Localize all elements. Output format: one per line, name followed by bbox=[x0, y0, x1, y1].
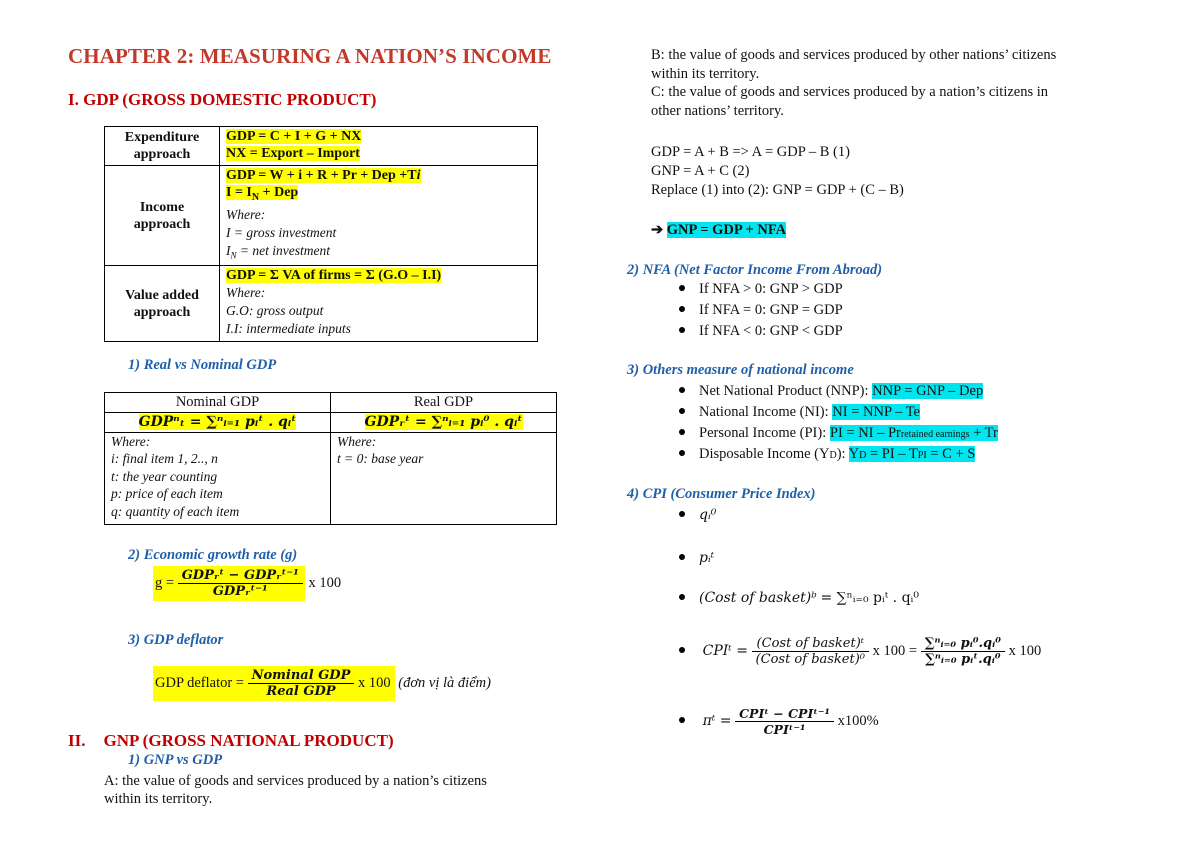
section-1-title: I. GDP (GROSS DOMESTIC PRODUCT) bbox=[68, 90, 377, 109]
deflator-title: 3) GDP deflator bbox=[128, 632, 224, 648]
bullet-icon bbox=[679, 429, 685, 435]
cpi-title: 4) CPI (Consumer Price Index) bbox=[627, 486, 816, 502]
bullet-icon bbox=[679, 554, 685, 560]
income-label: Income approach bbox=[105, 166, 220, 266]
list-item: πᵗ = $\frac{\text{CPIᵗ − CPIᵗ⁻¹}}{\text{CPIᵗ⁻¹}}$ x100% bbox=[679, 706, 879, 737]
value-added-label: Value added approach bbox=[105, 266, 220, 342]
expenditure-formula: GDP = C + I + G + NX NX = Export – Import bbox=[220, 127, 538, 166]
list-item: If NFA = 0: GNP = GDP bbox=[679, 302, 843, 319]
list-item: If NFA > 0: GNP > GDP bbox=[679, 281, 843, 298]
bullet-icon bbox=[679, 647, 685, 653]
arrow-icon: ➔ bbox=[651, 222, 664, 238]
bullet-icon bbox=[679, 717, 685, 723]
gdp-approaches-table bbox=[104, 126, 538, 342]
deflator-formula: GDP deflator = $\frac{\text{Nominal GDP}}{\text{Real GDP}}$ x 100 (đơn vị là điểm) bbox=[155, 668, 491, 699]
list-item: pᵢᵗ bbox=[679, 550, 714, 567]
list-item: qᵢ⁰ bbox=[679, 507, 716, 524]
nominal-formula-cell: GDPⁿₜ = ∑ⁿᵢ₌₁ pᵢᵗ . qᵢᵗ bbox=[105, 413, 331, 433]
gnp-derivation: GDP = A + B => A = GDP – B (1) GNP = A + C (2) Replace (1) into (2): GNP = GDP + (C – B) bbox=[651, 144, 904, 198]
real-formula-cell: GDPᵣᵗ = ∑ⁿᵢ₌₁ pᵢ⁰ . qᵢᵗ bbox=[331, 413, 557, 433]
list-item: Net National Product (NNP): NNP = GNP – Dep bbox=[679, 383, 983, 400]
bullet-icon bbox=[679, 306, 685, 312]
expenditure-row bbox=[105, 127, 538, 166]
bullet-icon bbox=[679, 594, 685, 600]
list-item: If NFA < 0: GNP < GDP bbox=[679, 323, 843, 340]
definition-a: A: the value of goods and services produced by a nation’s citizens within its territory. bbox=[104, 773, 487, 807]
gnp-vs-gdp-title: 1) GNP vs GDP bbox=[128, 752, 223, 768]
bullet-icon bbox=[679, 327, 685, 333]
chapter-title: CHAPTER 2: MEASURING A NATION’S INCOME bbox=[68, 44, 552, 68]
definition-c: C: the value of goods and services produced by a nation’s citizens in other nations’ territory. bbox=[651, 84, 1049, 119]
real-notes: Where: t = 0: base year bbox=[331, 432, 557, 524]
list-item: (Cost of basket)ᵇ = ∑ⁿᵢ₌₀ pᵢᵗ . qᵢ⁰ bbox=[679, 590, 919, 607]
bullet-icon bbox=[679, 285, 685, 291]
list-item: Personal Income (PI): PI = NI – Prretained earnings + Tr bbox=[679, 425, 998, 442]
real-nominal-title: 1) Real vs Nominal GDP bbox=[128, 357, 277, 373]
list-item: National Income (NI): NI = NNP – Te bbox=[679, 404, 920, 421]
growth-title: 2) Economic growth rate (g) bbox=[128, 547, 298, 563]
nominal-header: Nominal GDP bbox=[105, 393, 331, 413]
list-item: Disposable Income (YD): YD = PI – TPI = C + S bbox=[679, 446, 975, 463]
real-header: Real GDP bbox=[331, 393, 557, 413]
gnp-result: ➔ GNP = GDP + NFA bbox=[651, 222, 787, 238]
value-added-formula: GDP = Σ VA of firms = Σ (G.O – I.I) Where: G.O: gross output I.I: intermediate inputs bbox=[220, 266, 538, 342]
expenditure-label: Expenditure approach bbox=[105, 127, 220, 166]
bullet-icon bbox=[679, 511, 685, 517]
section-2-title: II. GNP (GROSS NATIONAL PRODUCT) bbox=[68, 731, 394, 750]
bullet-icon bbox=[679, 387, 685, 393]
value-added-row bbox=[105, 266, 538, 342]
income-row bbox=[105, 166, 538, 266]
growth-formula: g = $\frac{\text{GDPᵣᵗ − GDPᵣᵗ⁻¹}}{\text{GDPᵣᵗ⁻¹}}$ x 100 bbox=[155, 568, 342, 599]
definition-b: B: the value of goods and services produced by other nations’ citizens within its territory. bbox=[651, 47, 1057, 82]
nominal-notes: Where: i: final item 1, 2.., n t: the year counting p: price of each item q: quantity of each item bbox=[105, 432, 331, 524]
list-item: CPIᵗ = $\frac{\text{(Cost of basket)ᵗ}}{\text{(Cost of basket)⁰}}$ x 100 = $\frac{\text{∑ⁿᵢ₌₀ pᵢ⁰.qᵢ⁰}}{\text{∑ⁿᵢ₌₀ pᵢᵗ.qᵢ⁰}}$ x 100 bbox=[679, 636, 1041, 667]
others-title: 3) Others measure of national income bbox=[627, 362, 854, 378]
nfa-title: 2) NFA (Net Factor Income From Abroad) bbox=[627, 262, 883, 278]
real-nominal-table bbox=[104, 392, 557, 525]
bullet-icon bbox=[679, 408, 685, 414]
bullet-icon bbox=[679, 450, 685, 456]
income-formula: GDP = W + i + R + Pr + Dep +Ti $I = I_N$ + Dep Where: I = gross investment $I_N$ = net investment bbox=[220, 166, 538, 266]
